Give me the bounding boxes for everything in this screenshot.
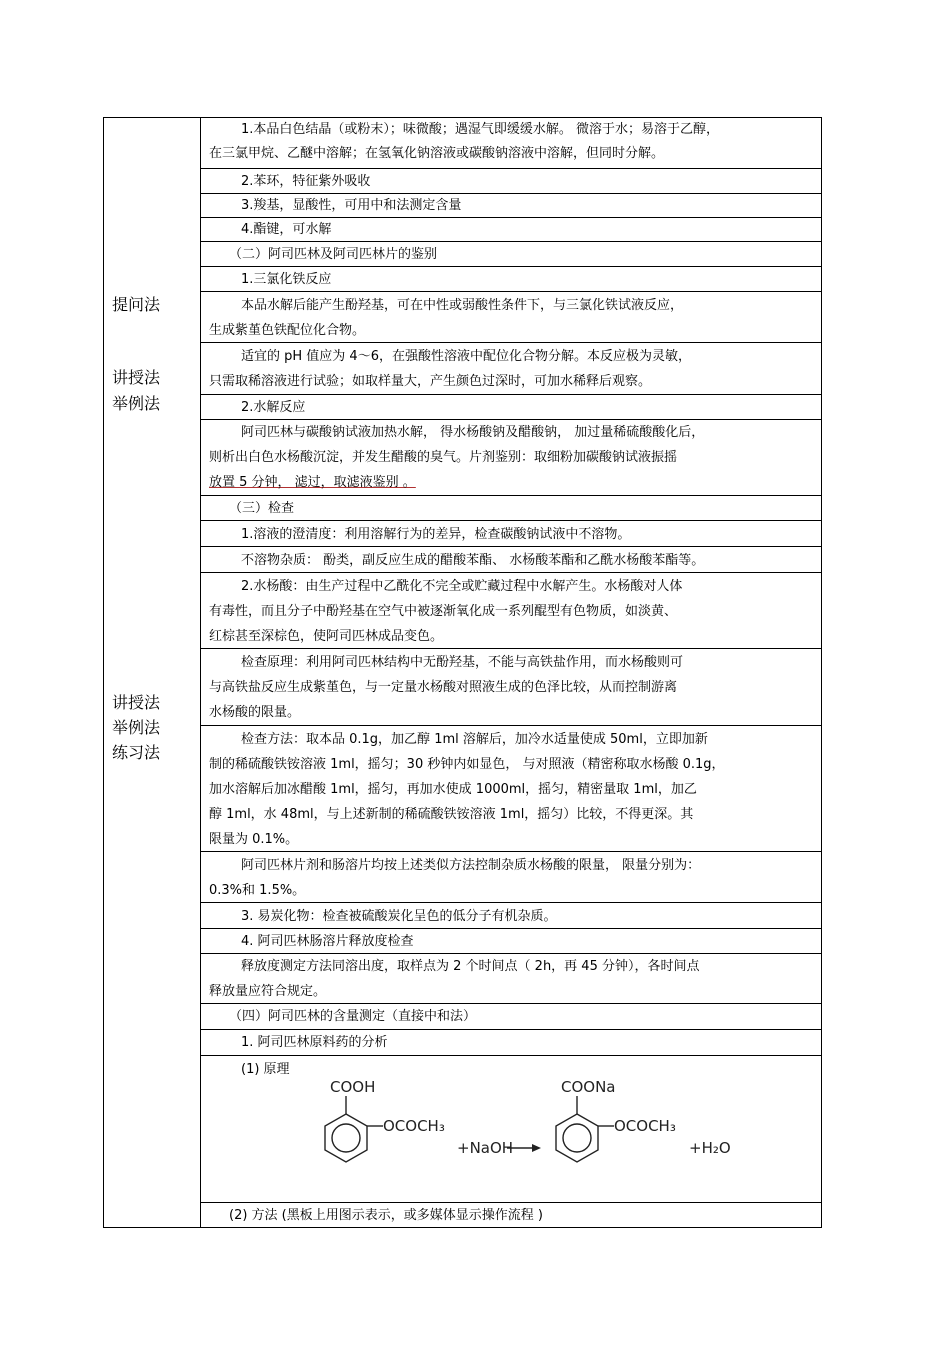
content-row: 3.羧基，显酸性，可用中和法测定含量 [201, 194, 821, 218]
acetoxy-label: OCOCH₃ [383, 1117, 445, 1135]
teaching-method-column [104, 118, 201, 1227]
content-row: 1.本品白色结晶（或粉末）；味微酸；遇湿气即缓缓水解。 微溶于水；易溶于乙醇， 在三氯甲烷、乙醚中溶解；在氢氧化钠溶液或碳酸钠溶液中溶解，但同时分解。 [201, 118, 821, 169]
content-row: 1. 阿司匹林原料药的分析 [201, 1030, 821, 1056]
method-lecture: 讲授法 [112, 693, 161, 712]
section-heading-row: （三）检查 [201, 496, 821, 521]
content-row: 阿司匹林与碳酸钠试液加热水解， 得水杨酸钠及醋酸钠， 加过量稀硫酸酸化后， 则析出白色水杨酸沉淀，并发生醋酸的臭气。片剂鉴别：取细粉加碳酸钠试液振摇 放置 5 分钟， 滤过，取滤液鉴别 。 [201, 420, 821, 496]
section-heading-row: （二）阿司匹林及阿司匹林片的鉴别 [201, 242, 821, 267]
benzene-ring-product [556, 1096, 614, 1162]
method-practice: 练习法 [112, 743, 161, 762]
lesson-table [103, 117, 822, 1228]
content-row: 4.酯键，可水解 [201, 218, 821, 242]
content-row: (2) 方法 (黑板上用图示表示，或多媒体显示操作流程 ) [229, 1208, 543, 1223]
method-example: 举例法 [112, 718, 161, 737]
acetoxy-label: OCOCH₃ [614, 1117, 676, 1135]
method-lecture: 讲授法 [112, 368, 161, 387]
content-row: 检查原理：利用阿司匹林结构中无酚羟基，不能与高铁盐作用，而水杨酸则可 与高铁盐反应生成紫堇色，与一定量水杨酸对照液生成的色泽比较，从而控制游离 水杨酸的限量。 [201, 649, 821, 726]
content-row: 4. 阿司匹林肠溶片释放度检查 [201, 929, 821, 954]
content-row: 2.苯环，特征紫外吸收 [201, 169, 821, 194]
content-row: 适宜的 pH 值应为 4～6，在强酸性溶液中配位化合物分解。本反应极为灵敏， 只需取稀溶液进行试验；如取样量大，产生颜色过深时，可加水稀释后观察。 [201, 343, 821, 395]
section-heading-row: （四）阿司匹林的含量测定（直接中和法） [201, 1004, 821, 1030]
benzene-ring-reactant [325, 1096, 383, 1162]
method-questioning: 提问法 [112, 295, 161, 314]
content-row: 2.水杨酸：由生产过程中乙酰化不完全或贮藏过程中水解产生。水杨酸对人体 有毒性，而且分子中酚羟基在空气中被逐渐氧化成一系列醌型有色物质，如淡黄、 红棕甚至深棕色，使阿司匹林成品变色。 [201, 573, 821, 649]
content-row: 不溶物杂质： 酚类，副反应生成的醋酸苯酯、 水杨酸苯酯和乙酰水杨酸苯酯等。 [201, 547, 821, 573]
carboxyl-label: COOH [330, 1078, 376, 1096]
content-row: 1.三氯化铁反应 [201, 267, 821, 292]
water-label: +H₂O [689, 1139, 731, 1157]
content-row: 1.溶液的澄清度：利用溶解行为的差异，检查碳酸钠试液中不溶物。 [201, 521, 821, 547]
method-example: 举例法 [112, 394, 161, 413]
content-row: 检查方法：取本品 0.1g，加乙醇 1ml 溶解后，加冷水适量使成 50ml，立即加新 制的稀硫酸铁铵溶液 1ml，摇匀；30 秒钟内如显色， 与对照液（精密称取水杨酸 0.1g， 加水溶解后加冰醋酸 1ml，摇匀，再加水使成 1000ml，摇匀，精密量取 1ml，加乙 醇 1ml，水 48ml，与上述新制的稀硫酸铁铵溶液 1ml，摇匀）比较，不得更深。其 限量为 0.1%。 [201, 726, 821, 852]
reaction-row: (1) 原理 COOH OCOCH₃ +NaOH COONa OCOCH₃ +H₂O [201, 1056, 821, 1203]
carboxylate-label: COONa [561, 1078, 616, 1096]
content-row: 3. 易炭化物：检查被硫酸炭化呈色的低分子有机杂质。 [201, 903, 821, 929]
content-row: 本品水解后能产生酚羟基，可在中性或弱酸性条件下，与三氯化铁试液反应， 生成紫堇色铁配位化合物。 [201, 292, 821, 343]
reagent-label: +NaOH [457, 1139, 514, 1157]
reaction-scheme [201, 1056, 821, 1203]
content-row: 2.水解反应 [201, 395, 821, 420]
content-row: 阿司匹林片剂和肠溶片均按上述类似方法控制杂质水杨酸的限量， 限量分别为： 0.3%和 1.5%。 [201, 852, 821, 903]
content-row: 释放度测定方法同溶出度，取样点为 2 个时间点（ 2h，再 45 分钟），各时间点 释放量应符合规定。 [201, 954, 821, 1004]
